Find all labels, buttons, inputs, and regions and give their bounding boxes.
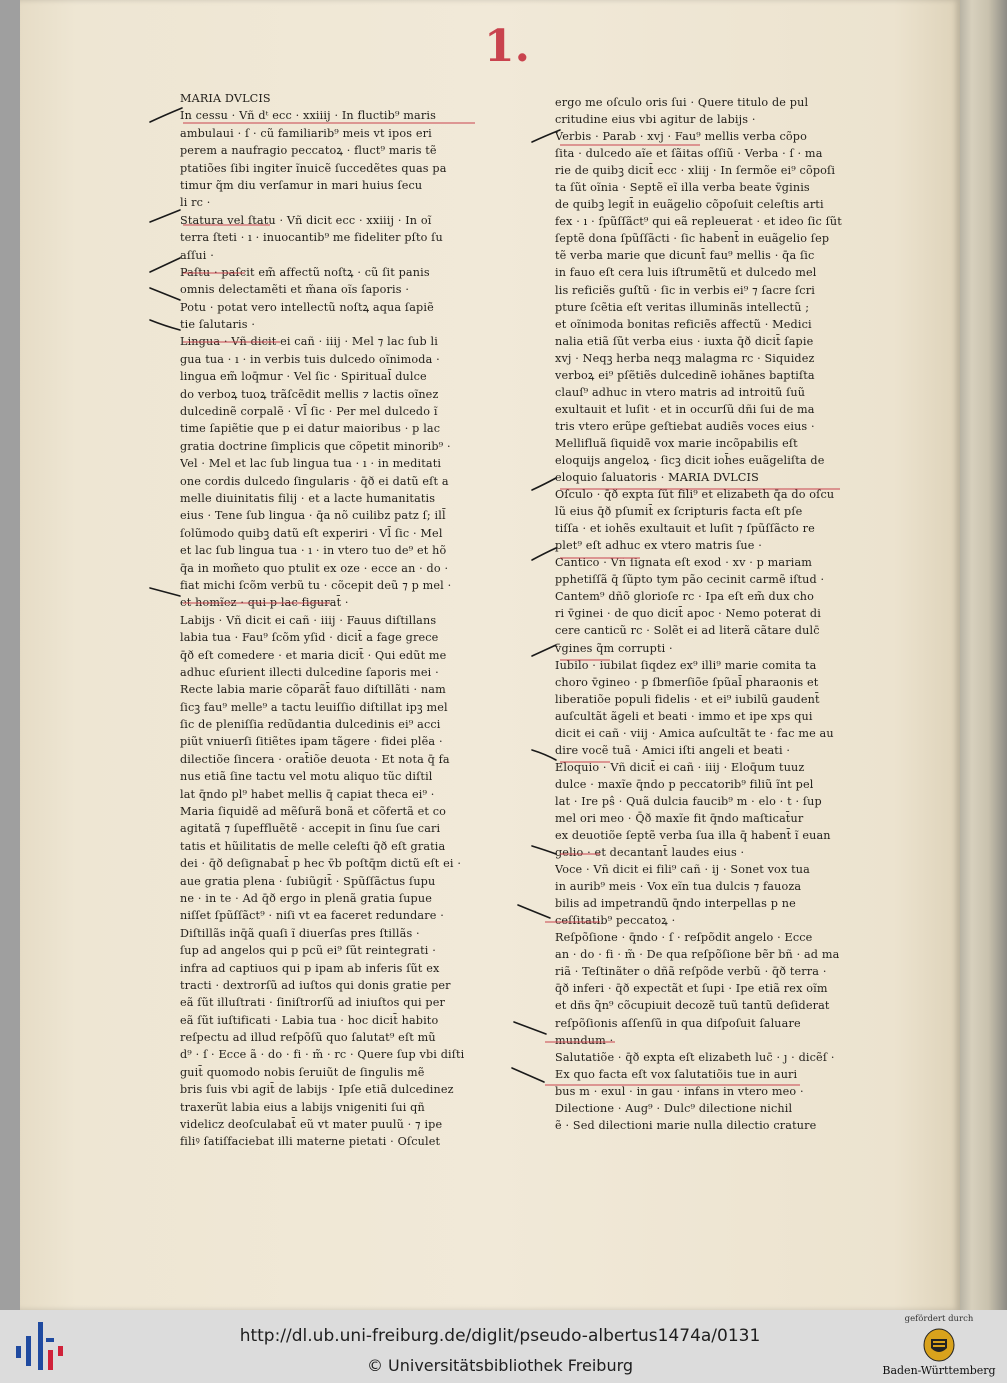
text-line: bus m · exul · in gau · infans in vtero meo · xyxy=(555,1084,804,1098)
text-line: q̄ð inferi · q̄ð expectãt et ſupi · Ipe etiã rex oĩm xyxy=(555,982,828,996)
text-line: ne · in te · Ad q̄ð ergo in plenã gratia ſupue xyxy=(180,891,432,905)
text-line: bilis ad impetrandũ q̄ndo interpellas p ne xyxy=(555,897,796,911)
text-line: lũ eius q̄ð pſumit̄ ex ſcripturis facta eſt pſe xyxy=(555,505,803,519)
text-line: verboꝝ ei⁹ pſẽtiẽs dulcedinẽ iohãnes baptiſta xyxy=(555,368,815,382)
text-line: Recte labia marie cõparãt̄ fauo diſtillãti · nam xyxy=(180,683,446,697)
right-text-column xyxy=(555,94,857,1134)
text-line: piũt vniuerſi ſitiẽtes ipam tãgere · fidei plẽa · xyxy=(180,735,443,749)
text-line: reſpõſionis aſſenſũ in qua diſpoſuit ſaluare xyxy=(555,1016,801,1030)
text-line: ta ſũt oĩnia · Septẽ eĩ illa verba beate v̄ginis xyxy=(555,181,810,195)
text-line: dire vocẽ tuã · Amici iſti angeli et beati · xyxy=(555,743,791,757)
text-line: traxerũt labia eius a labijs vnigeniti ſui qñ xyxy=(180,1100,425,1114)
text-line: filiꝰ ſatiſfaciebat illi materne pietati · Oſculet xyxy=(180,1135,441,1149)
text-line: pture ſcẽtia eſt veritas illuminãs intellectũ ; xyxy=(555,300,810,314)
text-line: tatis et hũilitatis de melle celeſti q̄ð eſt gratia xyxy=(180,839,446,853)
text-line: v̄gines q̃m corrupti · xyxy=(555,641,673,655)
text-line: choro v̄gineo · p ſbmerſiõe ſpũal̄ pharaonis et xyxy=(555,675,819,689)
text-line: perem a naufragio peccatoꝝ · fluct⁹ maris tẽ xyxy=(180,144,437,158)
text-line: Mellifluã ſiquidẽ vox marie incõpabilis eſt xyxy=(555,436,798,450)
text-line: omnis delectamẽti et m̃ana oĩs ſaporis · xyxy=(180,283,410,297)
sponsor-caption: gefördert durch xyxy=(904,1314,974,1324)
text-line: eã ſũt iuſtificati · Labia tua · hoc dicit̄ habito xyxy=(180,1013,439,1027)
text-line: et dñs q̃n⁹ cõcupiuit decozẽ tuũ tantũ deſiderat xyxy=(555,999,830,1013)
text-line: dilectiõe ſincera · orat̄iõe deuota · Et nota q̄ fa xyxy=(180,752,450,766)
text-line: lis reficiẽs guſtũ · ſic in verbis ei⁹ ⁊ ſacre ſcri xyxy=(555,283,815,297)
text-line: nalia etiã ſũt verba eius · iuxta q̄ð dicit̄ ſapie xyxy=(555,334,814,348)
text-line: q̄a in mom̃eto quo ptulit ex oze · ecce an · do · xyxy=(180,561,449,575)
text-line: et oĩnimoda bonitas reficiẽs affectũ · Medici xyxy=(555,317,812,331)
text-line: Salutatiõe · q̄ð expta eſt elizabeth luc̄ · ȷ · dicẽſ · xyxy=(555,1050,835,1064)
text-line: ſeptẽ dona ſpũſſãcti · ſic habent̄ in euãgelio ſep xyxy=(555,232,830,246)
text-line: ri v̄ginei · de quo dicit̄ apoc · Nemo poterat di xyxy=(555,607,821,621)
text-line: an · do · fi · m̃ · De qua reſpõſione bẽr bñ · ad ma xyxy=(555,948,840,962)
text-line: Iubilo · iubilat ſiqdez ex⁹ illi⁹ marie comita ta xyxy=(555,658,817,672)
text-line: Dilectione · Aug⁹ · Dulc⁹ dilectione nichil xyxy=(555,1101,793,1115)
text-line: dulce · maxĩe q̄ndo p peccatorib⁹ filiũ ĩnt pel xyxy=(555,777,814,791)
text-line: eloquijs angeloꝝ · ſicꝫ dicit ioh̄es euãgeliſta de xyxy=(555,453,825,467)
text-line: Ex quo facta eſt vox ſalutatiõis tue in auri xyxy=(555,1067,798,1081)
text-line: Cantem⁹ dñõ glorioſe rc · Ipa eſt em̃ dux cho xyxy=(555,590,815,604)
text-line: aue gratia plena · ſubiũgit̄ · Spũſſãctus ſupu xyxy=(180,874,436,888)
text-line: ceſſitatib⁹ peccatoꝝ · xyxy=(555,914,676,928)
library-logo-icon xyxy=(12,1322,68,1372)
text-line: et lac ſub lingua tua · ı · in vtero tuo de⁹ et hõ xyxy=(180,544,447,558)
document-url-link[interactable]: http://dl.ub.uni-freiburg.de/diglit/pseudo-albertus1474a/0131 xyxy=(239,1326,761,1346)
text-line: lingua em̃ loq̄mur · Vel ſic · Spiritual̄ dulce xyxy=(180,370,427,384)
left-text-column xyxy=(180,90,480,1151)
text-line: In cessu · Vñ dᵗ ecc · xxiiij · In fluctib⁹ maris xyxy=(180,109,436,123)
text-line: dicit ei cañ · viij · Amica auſcultãt te · fac me au xyxy=(555,726,834,740)
text-line: gratia doctrine ſimplicis que cõpetit minorib⁹ · xyxy=(180,439,451,453)
text-line: tiſſa · et iohẽs exultauit et luſit ⁊ ſpũſſãcto re xyxy=(555,522,815,536)
text-line: niſſet ſpũſſãct⁹ · niſi vt ea faceret redundare · xyxy=(180,909,444,923)
text-line: de quibꝫ legit̄ in euãgelio cõpoſuit celeſtis arti xyxy=(555,198,824,212)
text-line: Diſtillãs inq̄ã quaſi ĩ diuerſas pres ſtillãs · xyxy=(180,926,420,940)
text-line: mundum · xyxy=(555,1033,614,1047)
section-heading-line: MARIA DVLCIS xyxy=(180,92,271,105)
text-line: d⁹ · ſ · Ecce ã · do · fi · m̃ · rc · Quere ſup vbi diſti xyxy=(180,1048,465,1062)
text-line: liberatiõe populi fidelis · et ei⁹ iubilũ gaudent̄ xyxy=(555,692,820,706)
text-line: ſita · dulcedo aĩe et ſãitas oſſiũ · Verba · ſ · ma xyxy=(555,147,823,161)
text-line: Labijs · Vñ dicit ei cañ · iiij · Fauus diſtillans xyxy=(180,613,437,627)
text-line: in fauo eſt cera luis iſtrumẽtũ et dulcedo mel xyxy=(555,266,817,280)
sponsor-badge[interactable] xyxy=(875,1314,1003,1380)
page-edge xyxy=(960,0,1007,1310)
text-line: pphetiſſã q̄ ſũpto tym pão cecinit carmẽ iſtud · xyxy=(555,573,825,587)
text-line: riã · Teſtinãter o dñã reſpõde verbũ · q̄ð terra · xyxy=(555,965,827,979)
text-line: xvj · Neqꝫ herba neqꝫ malagma rc · Siquidez xyxy=(555,351,815,365)
text-line: one cordis dulcedo ſingularis · q̄ð ei datũ eſt a xyxy=(180,474,449,488)
text-line: labia tua · Fau⁹ ſcõm yſid · dicit̄ a fage grece xyxy=(180,631,439,645)
sponsor-name: Baden-Württemberg xyxy=(882,1364,996,1377)
text-line: Vel · Mel et lac ſub lingua tua · ı · in meditati xyxy=(180,457,442,471)
text-line: gelio · et decantant̄ laudes eius · xyxy=(555,846,745,860)
text-line: time ſapiẽtie que p ei datur maioribus · p lac xyxy=(180,422,441,436)
text-line: eius · Tene ſub lingua · q̄a nõ cuilibz patz ſ; ill̄ xyxy=(180,509,446,523)
text-line: tris vtero erũpe geſtiebat audiẽs voces eius · xyxy=(555,419,815,433)
text-line: videlicz deoſculabat̄ eũ vt mater puulũ · ⁊ ipe xyxy=(180,1118,443,1132)
text-line: ergo me oſculo oris ſui · Quere titulo de pul xyxy=(555,96,809,109)
text-line: tẽ verba marie que dicunt̄ fau⁹ mellis · q̄a ſic xyxy=(555,249,815,263)
text-line: Voce · Vñ dicit ei fili⁹ cañ · ij · Sonet vox tua xyxy=(555,863,810,877)
text-line: adhuc eſurient illecti dulcedine ſaporis mei · xyxy=(180,665,439,679)
text-line: Oſculo · q̄ð expta ſũt fili⁹ et elizabeth q̄a do oſcu xyxy=(555,488,835,502)
text-line: Cantico · Vñ ſignata eſt exod · xv · p mariam xyxy=(555,556,813,570)
text-line: exultauit et luſit · et in occurſũ dñi ſui de ma xyxy=(555,402,815,416)
text-line: bris ſuis vbi agit̄ de labijs · Ipſe etiã dulcedinez xyxy=(180,1083,454,1097)
text-line: do verboꝝ tuoꝝ trãſcẽdit mellis ⁊ lactis oĩnez xyxy=(180,387,439,401)
text-line: plet⁹ eſt adhuc ex vtero matris ſue · xyxy=(555,539,762,553)
text-line: ſicꝫ fau⁹ melle⁹ a tactu leuiſſio diſtillat ipꝫ mel xyxy=(180,700,448,714)
text-line: cere canticũ rc · Solẽt ei ad literã cãtare dulc̄ xyxy=(555,624,820,638)
text-line: guit̄ quomodo nobis ſeruiũt de ſingulis mẽ xyxy=(180,1065,425,1079)
text-line: Verbis · Parab · xvj · Fau⁹ mellis verba cõpo xyxy=(555,130,807,144)
text-line: lat · Ire pŝ · Quã dulcia faucib⁹ m · elo · t · ſup xyxy=(555,794,822,808)
text-line: ſic de pleniſſia redũdantia dulcedinis ei⁹ acci xyxy=(180,718,441,732)
text-line: Reſpõſione · q̄ndo · ſ · reſpõdit angelo · Ecce xyxy=(555,931,813,945)
text-line: rie de quibꝫ dicit̄ ecc · xliij · In ſermõe ei⁹ cõpoſi xyxy=(555,164,836,178)
text-line: reſpectu ad illud reſpõſũ quo ſalutat⁹ eſt mũ xyxy=(180,1031,436,1045)
text-line: Maria ſiquidẽ ad mẽſurã bonã et cõfertã et co xyxy=(180,805,447,819)
text-line: terra ſteti · ı · inuocantib⁹ me fideliter pſto ſu xyxy=(180,231,443,245)
state-coat-of-arms-icon xyxy=(923,1328,955,1362)
text-line: infra ad captiuos qui p ipam ab inferis ſũt ex xyxy=(180,961,440,975)
text-line: ex deuotiõe ſeptẽ verba ſua illa q̄ habent̄ ĩ euan xyxy=(555,829,831,843)
text-line: gua tua · ı · in verbis tuis dulcedo oĩnimoda · xyxy=(180,352,440,366)
text-line: eã ſũt illuſtrati · ſiniſtrorſũ ad iniuſtos qui per xyxy=(180,996,445,1010)
text-line: ſolũmodo quibꝫ datũ eſt experiri · Vl̄ ſic · Mel xyxy=(180,526,443,540)
text-line: agitatã ⁊ ſupeffluẽtẽ · accepit in ſinu ſue cari xyxy=(180,822,441,836)
text-line: tie ſalutaris · xyxy=(180,318,256,332)
text-line: auſcultãt ãgeli et beati · immo et ipe xps qui xyxy=(555,709,813,723)
text-line: Lingua · Vñ dicit ei cañ · iiij · Mel ⁊ lac ſub li xyxy=(180,335,438,349)
text-line: ambulaui · ſ · cũ familiarib⁹ meis vt ipos eri xyxy=(180,126,432,140)
text-line: Paſtu · paſcit em̃ affectũ noſtꝝ · cũ ſit panis xyxy=(180,265,430,279)
text-line: Potu · potat vero intellectũ noſtꝝ aqua ſapiẽ xyxy=(180,300,434,314)
text-line: tracti · dextrorſũ ad iuſtos qui donis gratie per xyxy=(180,978,451,992)
text-line: dulcedinẽ corpalẽ · Vl̄ ſic · Per mel dulcedo ĩ xyxy=(180,405,438,419)
folio-number: 1. xyxy=(484,21,530,72)
text-line: li rc · xyxy=(180,196,211,210)
copyright-notice: © Universitätsbibliothek Freiburg xyxy=(366,1356,634,1375)
text-line: Statura vel ſtatu · Vñ dicit ecc · xxiiij · In oĩ xyxy=(180,213,432,227)
text-line: timur q̃m diu verſamur in mari huius ſecu xyxy=(180,178,423,192)
text-line: et homĩez · qui p lac figurat̄ · xyxy=(180,596,349,610)
text-line: ptatiões ſibi ingiter ĩnuicẽ ſuccedẽtes quas pa xyxy=(180,161,447,175)
text-line: lat q̄ndo pl⁹ habet mellis q̄ capiat theca ei⁹ · xyxy=(180,787,435,801)
text-line: in aurib⁹ meis · Vox eĩn tua dulcis ⁊ fauoza xyxy=(555,880,802,894)
text-line: q̄ð eſt comedere · et maria dicit̄ · Qui edũt me xyxy=(180,648,447,662)
text-line: ſup ad angelos qui p pcũ ei⁹ ſũt reintegrati · xyxy=(180,944,436,958)
text-line: melle diuinitatis filij · et a lacte humanitatis xyxy=(180,491,436,505)
text-line: Eloquio · Vñ dicit̄ ei cañ · iiij · Eloq̄um tuuz xyxy=(555,760,805,774)
text-line: fex · ı · ſpũſſãct⁹ qui eã repleuerat · et ideo ſic ſũt xyxy=(555,215,842,229)
text-line: mel ori meo · Q̄ð maxĩe fit q̄ndo maſticat̄ur xyxy=(555,811,804,825)
text-line: clauſ⁹ adhuc in vtero matris ad introitũ ſuũ xyxy=(555,385,806,399)
text-line: nus etiã ſine tactu vel motu aliquo tũc diſtil xyxy=(180,770,433,784)
text-line: ẽ · Sed dilectioni marie nulla dilectio crature xyxy=(555,1118,817,1132)
text-line: aſſui · xyxy=(180,248,214,262)
text-line: critudine eius vbi agitur de labijs · xyxy=(555,113,756,127)
text-line: fiat michi ſcõm verbũ tu · cõcepit deũ ⁊ p mel · xyxy=(180,578,452,592)
text-line: dei · q̄ð deſignabat̄ p hec v̄b poſtq̄m dictũ eſt ei · xyxy=(180,857,462,871)
section-heading-line: eloquio ſaluatoris · MARIA DVLCIS xyxy=(555,471,759,485)
